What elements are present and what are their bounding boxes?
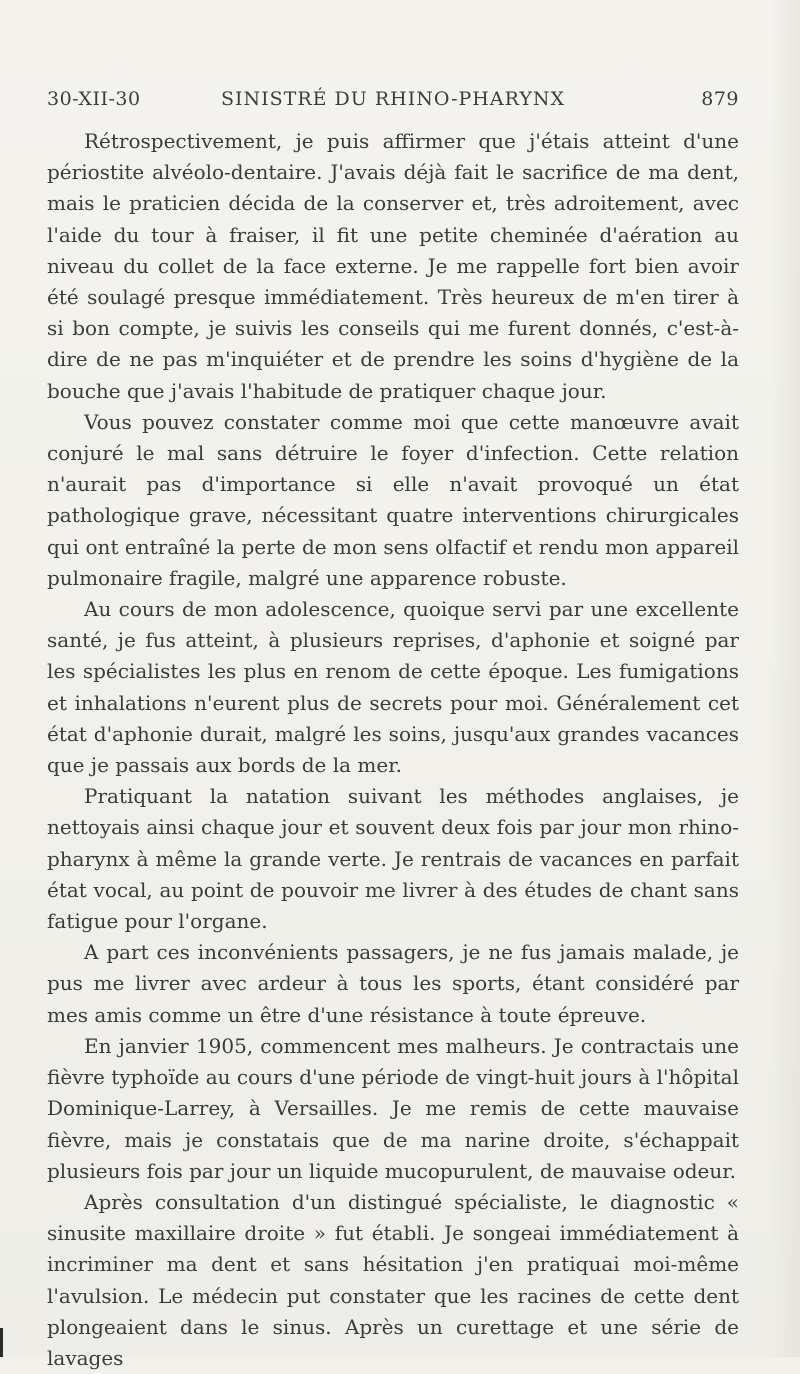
paragraph-5: A part ces inconvénients passagers, je ne fus jamais malade, je pus me livrer avec ardeur à tous les sports, étant considéré par mes amis comme un être d'une résistance à toute épreuve.: [47, 940, 739, 1027]
paragraph-4: Pratiquant la natation suivant les méthodes anglaises, je nettoyais ainsi chaque jour et souvent deux fois par jour mon rhino-pharynx à même la grande verte. Je rentrais de vacances en parfait état vocal, au point de pouvoir me livrer à des études de chant sans fatigue pour l'organe.: [47, 784, 739, 934]
paragraph-7: Après consultation d'un distingué spécialiste, le diagnostic « sinusite maxillaire droite » fut établi. Je songeai immédiatement à incriminer ma dent et sans hésitation j'en pratiquai moi-même l'avulsion. Le médecin put constater que les racines de cette dent plongeaient dans le sinus. Après un curettage et une série de lavages: [47, 1189, 739, 1370]
running-header: [47, 88, 739, 118]
page-edge-shading: [770, 0, 800, 1357]
header-date: 30-XII-30: [47, 88, 141, 110]
paragraph-2: Vous pouvez constater comme moi que cette manœuvre avait conjuré le mal sans détruire le foyer d'infection. Cette relation n'aurait pas d'importance si elle n'avait provoqué un état pathologique grave, nécessitant quatre interventions chirurgicales qui ont entraîné la perte de mon sens olfactif et rendu mon appareil pulmonaire fragile, malgré une apparence robuste.: [47, 409, 739, 590]
paragraph-6: En janvier 1905, commencent mes malheurs. Je contractais une fièvre typhoïde au cours d'une période de vingt-huit jours à l'hôpital Dominique-Larrey, à Versailles. Je me remis de cette mauvaise fièvre, mais je constatais que de ma narine droite, s'échappait plusieurs fois par jour un liquide mucopurulent, de mauvaise odeur.: [47, 1033, 739, 1183]
body-text: [47, 126, 739, 1374]
scan-edge-mark: [0, 1328, 3, 1357]
page-number: 879: [701, 88, 739, 110]
paragraph-3: Au cours de mon adolescence, quoique servi par une excellente santé, je fus atteint, à plusieurs reprises, d'aphonie et soigné par les spécialistes les plus en renom de cette époque. Les fumigations et inhalations n'eurent plus de secrets pour moi. Généralement cet état d'aphonie durait, malgré les soins, jusqu'aux grandes vacances que je passais aux bords de la mer.: [47, 597, 739, 778]
header-title: SINISTRÉ DU RHINO-PHARYNX: [220, 88, 566, 110]
paragraph-1: Rétrospectivement, je puis affirmer que j'étais atteint d'une périostite alvéolo-dentaire. J'avais déjà fait le sacrifice de ma dent, mais le praticien décida de la conserver et, très adroitement, avec l'aide du tour à fraiser, il fit une petite cheminée d'aération au niveau du collet de la face externe. Je me rappelle fort bien avoir été soulagé presque immédiatement. Très heureux de m'en tirer à si bon compte, je suivis les conseils qui me furent donnés, c'est-à-dire de ne pas m'inquiéter et de prendre les soins d'hygiène de la bouche que j'avais l'habitude de pratiquer chaque jour.: [47, 129, 739, 403]
